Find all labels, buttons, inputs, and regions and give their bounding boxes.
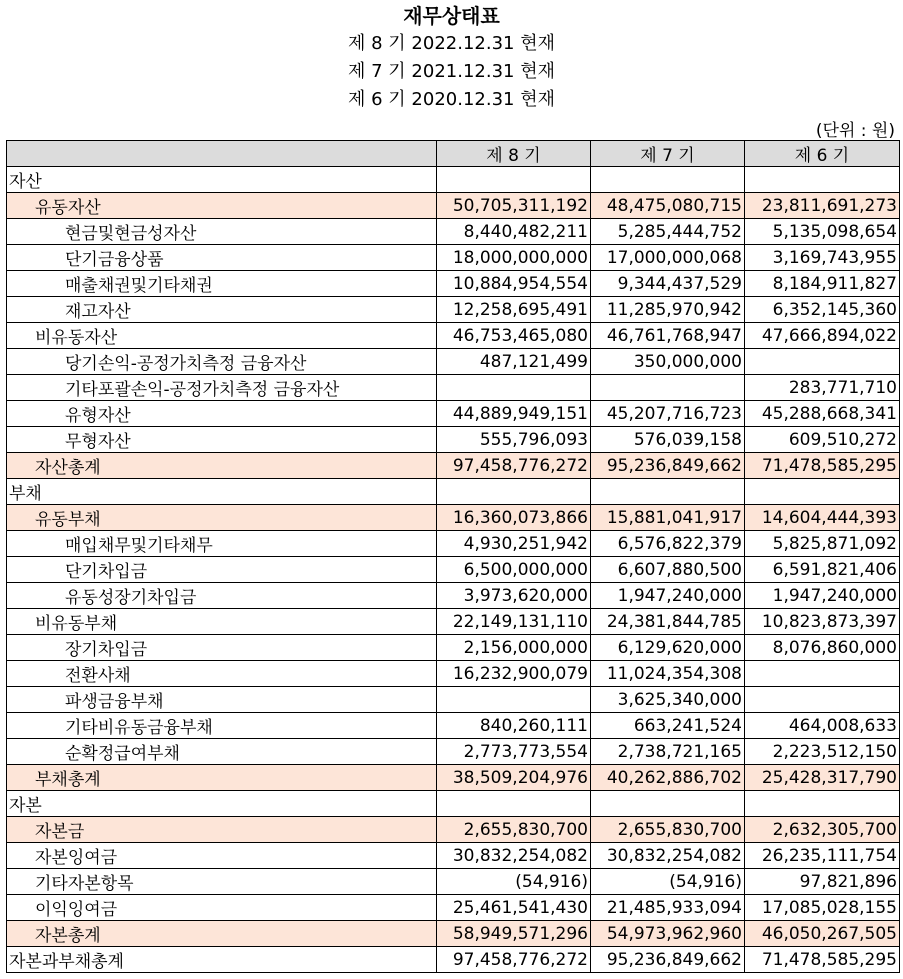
row-label: 자본잉여금 xyxy=(7,843,437,869)
row-value-period-8: 487,121,499 xyxy=(437,349,591,375)
row-label: 자본금 xyxy=(7,817,437,843)
table-row xyxy=(7,531,900,557)
row-value-period-8: 840,260,111 xyxy=(437,713,591,739)
row-value-period-6: 46,050,267,505 xyxy=(745,921,900,947)
table-row xyxy=(7,193,900,219)
row-label: 자본 xyxy=(7,791,437,817)
table-row xyxy=(7,219,900,245)
row-value-period-6 xyxy=(745,661,900,687)
row-label: 비유동자산 xyxy=(7,323,437,349)
row-value-period-6: 2,632,305,700 xyxy=(745,817,900,843)
row-label: 이익잉여금 xyxy=(7,895,437,921)
row-label: 자산 xyxy=(7,167,437,193)
row-value-period-6: 23,811,691,273 xyxy=(745,193,900,219)
row-value-period-8: 12,258,695,491 xyxy=(437,297,591,323)
row-value-period-7: 576,039,158 xyxy=(591,427,745,453)
table-row xyxy=(7,921,900,947)
row-value-period-6: 8,184,911,827 xyxy=(745,271,900,297)
row-value-period-7: 11,024,354,308 xyxy=(591,661,745,687)
table-row xyxy=(7,583,900,609)
column-header-label xyxy=(7,141,437,167)
row-value-period-8: (54,916) xyxy=(437,869,591,895)
row-value-period-7: 11,285,970,942 xyxy=(591,297,745,323)
row-value-period-7: 6,607,880,500 xyxy=(591,557,745,583)
row-value-period-8: 10,884,954,554 xyxy=(437,271,591,297)
table-row xyxy=(7,427,900,453)
row-value-period-7 xyxy=(591,375,745,401)
row-value-period-8: 2,655,830,700 xyxy=(437,817,591,843)
row-label: 재고자산 xyxy=(7,297,437,323)
row-value-period-6: 26,235,111,754 xyxy=(745,843,900,869)
row-value-period-7: 54,973,962,960 xyxy=(591,921,745,947)
row-value-period-7 xyxy=(591,791,745,817)
row-label: 유동성장기차입금 xyxy=(7,583,437,609)
table-row xyxy=(7,271,900,297)
row-value-period-7: 9,344,437,529 xyxy=(591,271,745,297)
table-row xyxy=(7,375,900,401)
row-value-period-8: 16,360,073,866 xyxy=(437,505,591,531)
row-value-period-7: (54,916) xyxy=(591,869,745,895)
table-row xyxy=(7,817,900,843)
row-value-period-8: 97,458,776,272 xyxy=(437,453,591,479)
row-label: 기타비유동금융부채 xyxy=(7,713,437,739)
row-value-period-8: 50,705,311,192 xyxy=(437,193,591,219)
row-label: 전환사채 xyxy=(7,661,437,687)
row-label: 유동부채 xyxy=(7,505,437,531)
row-value-period-6: 609,510,272 xyxy=(745,427,900,453)
row-value-period-8: 38,509,204,976 xyxy=(437,765,591,791)
row-value-period-6: 6,591,821,406 xyxy=(745,557,900,583)
row-label: 무형자산 xyxy=(7,427,437,453)
table-row xyxy=(7,765,900,791)
row-value-period-7 xyxy=(591,479,745,505)
row-label: 순확정급여부채 xyxy=(7,739,437,765)
period-line: 제 6 기 2020.12.31 현재 xyxy=(348,89,555,110)
row-value-period-6 xyxy=(745,791,900,817)
row-label: 매출채권및기타채권 xyxy=(7,271,437,297)
row-value-period-7: 1,947,240,000 xyxy=(591,583,745,609)
row-value-period-6: 45,288,668,341 xyxy=(745,401,900,427)
row-value-period-7: 24,381,844,785 xyxy=(591,609,745,635)
row-value-period-8: 58,949,571,296 xyxy=(437,921,591,947)
row-value-period-8: 3,973,620,000 xyxy=(437,583,591,609)
row-value-period-7: 48,475,080,715 xyxy=(591,193,745,219)
row-value-period-8 xyxy=(437,167,591,193)
table-row xyxy=(7,401,900,427)
row-value-period-8 xyxy=(437,375,591,401)
row-value-period-7: 45,207,716,723 xyxy=(591,401,745,427)
table-row xyxy=(7,609,900,635)
table-row xyxy=(7,869,900,895)
row-value-period-7: 6,576,822,379 xyxy=(591,531,745,557)
row-value-period-8: 4,930,251,942 xyxy=(437,531,591,557)
table-row xyxy=(7,843,900,869)
row-value-period-8: 46,753,465,080 xyxy=(437,323,591,349)
table-row xyxy=(7,505,900,531)
row-label: 유동자산 xyxy=(7,193,437,219)
table-row xyxy=(7,245,900,271)
row-value-period-7: 15,881,041,917 xyxy=(591,505,745,531)
table-row xyxy=(7,297,900,323)
row-value-period-8: 2,156,000,000 xyxy=(437,635,591,661)
row-value-period-6: 464,008,633 xyxy=(745,713,900,739)
header-row xyxy=(7,141,900,167)
row-label: 기타포괄손익-공정가치측정 금융자산 xyxy=(7,375,437,401)
row-label: 당기손익-공정가치측정 금융자산 xyxy=(7,349,437,375)
table-row xyxy=(7,895,900,921)
row-value-period-6: 1,947,240,000 xyxy=(745,583,900,609)
row-value-period-6: 6,352,145,360 xyxy=(745,297,900,323)
unit-label: (단위 : 원) xyxy=(815,121,895,141)
row-value-period-7 xyxy=(591,167,745,193)
row-value-period-7: 40,262,886,702 xyxy=(591,765,745,791)
table-row xyxy=(7,687,900,713)
row-label: 비유동부채 xyxy=(7,609,437,635)
row-value-period-8: 2,773,773,554 xyxy=(437,739,591,765)
column-header-period-7: 제 7 기 xyxy=(591,141,745,167)
column-header-period-8: 제 8 기 xyxy=(437,141,591,167)
table-row xyxy=(7,661,900,687)
row-label: 파생금융부채 xyxy=(7,687,437,713)
row-value-period-7: 6,129,620,000 xyxy=(591,635,745,661)
row-label: 현금및현금성자산 xyxy=(7,219,437,245)
row-value-period-8: 97,458,776,272 xyxy=(437,947,591,973)
table-row xyxy=(7,349,900,375)
row-label: 자본총계 xyxy=(7,921,437,947)
row-value-period-6: 3,169,743,955 xyxy=(745,245,900,271)
row-value-period-7: 2,738,721,165 xyxy=(591,739,745,765)
row-label: 자산총계 xyxy=(7,453,437,479)
row-label: 유형자산 xyxy=(7,401,437,427)
row-value-period-6: 10,823,873,397 xyxy=(745,609,900,635)
row-value-period-7: 17,000,000,068 xyxy=(591,245,745,271)
balance-sheet-table xyxy=(6,140,900,973)
row-value-period-6 xyxy=(745,167,900,193)
row-label: 단기금융상품 xyxy=(7,245,437,271)
table-row xyxy=(7,167,900,193)
table-row xyxy=(7,739,900,765)
table-row xyxy=(7,323,900,349)
row-value-period-6: 17,085,028,155 xyxy=(745,895,900,921)
row-value-period-8: 6,500,000,000 xyxy=(437,557,591,583)
table-body xyxy=(7,167,900,973)
row-value-period-6 xyxy=(745,687,900,713)
table-row xyxy=(7,557,900,583)
row-label: 장기차입금 xyxy=(7,635,437,661)
row-value-period-6: 8,076,860,000 xyxy=(745,635,900,661)
row-value-period-6: 71,478,585,295 xyxy=(745,453,900,479)
statement-header xyxy=(0,2,903,114)
row-value-period-8: 44,889,949,151 xyxy=(437,401,591,427)
row-value-period-7: 30,832,254,082 xyxy=(591,843,745,869)
row-value-period-7: 46,761,768,947 xyxy=(591,323,745,349)
column-header-period-6: 제 6 기 xyxy=(745,141,900,167)
row-label: 매입채무및기타채무 xyxy=(7,531,437,557)
row-value-period-7: 95,236,849,662 xyxy=(591,453,745,479)
row-value-period-6: 283,771,710 xyxy=(745,375,900,401)
row-label: 단기차입금 xyxy=(7,557,437,583)
row-value-period-6: 47,666,894,022 xyxy=(745,323,900,349)
row-value-period-8 xyxy=(437,479,591,505)
row-value-period-6: 14,604,444,393 xyxy=(745,505,900,531)
row-value-period-6: 2,223,512,150 xyxy=(745,739,900,765)
row-value-period-8 xyxy=(437,791,591,817)
row-value-period-7: 2,655,830,700 xyxy=(591,817,745,843)
row-label: 기타자본항목 xyxy=(7,869,437,895)
statement-title: 재무상태표 xyxy=(403,4,500,28)
row-value-period-7: 350,000,000 xyxy=(591,349,745,375)
table-row xyxy=(7,479,900,505)
row-value-period-6: 25,428,317,790 xyxy=(745,765,900,791)
row-value-period-8: 555,796,093 xyxy=(437,427,591,453)
row-value-period-7: 5,285,444,752 xyxy=(591,219,745,245)
row-value-period-8: 8,440,482,211 xyxy=(437,219,591,245)
row-value-period-6: 71,478,585,295 xyxy=(745,947,900,973)
row-label: 자본과부채총계 xyxy=(7,947,437,973)
row-value-period-7: 3,625,340,000 xyxy=(591,687,745,713)
row-value-period-8: 25,461,541,430 xyxy=(437,895,591,921)
row-value-period-8 xyxy=(437,687,591,713)
row-label: 부채 xyxy=(7,479,437,505)
row-value-period-8: 16,232,900,079 xyxy=(437,661,591,687)
row-value-period-6 xyxy=(745,479,900,505)
table-row xyxy=(7,453,900,479)
row-value-period-8: 30,832,254,082 xyxy=(437,843,591,869)
row-value-period-7: 21,485,933,094 xyxy=(591,895,745,921)
table-row xyxy=(7,947,900,973)
table-row xyxy=(7,791,900,817)
table-row xyxy=(7,635,900,661)
row-value-period-8: 22,149,131,110 xyxy=(437,609,591,635)
row-value-period-8: 18,000,000,000 xyxy=(437,245,591,271)
period-line: 제 8 기 2022.12.31 현재 xyxy=(348,33,555,54)
row-value-period-7: 95,236,849,662 xyxy=(591,947,745,973)
row-value-period-7: 663,241,524 xyxy=(591,713,745,739)
row-label: 부채총계 xyxy=(7,765,437,791)
row-value-period-6: 5,825,871,092 xyxy=(745,531,900,557)
row-value-period-6 xyxy=(745,349,900,375)
row-value-period-6: 5,135,098,654 xyxy=(745,219,900,245)
period-line: 제 7 기 2021.12.31 현재 xyxy=(348,61,555,82)
row-value-period-6: 97,821,896 xyxy=(745,869,900,895)
table-row xyxy=(7,713,900,739)
